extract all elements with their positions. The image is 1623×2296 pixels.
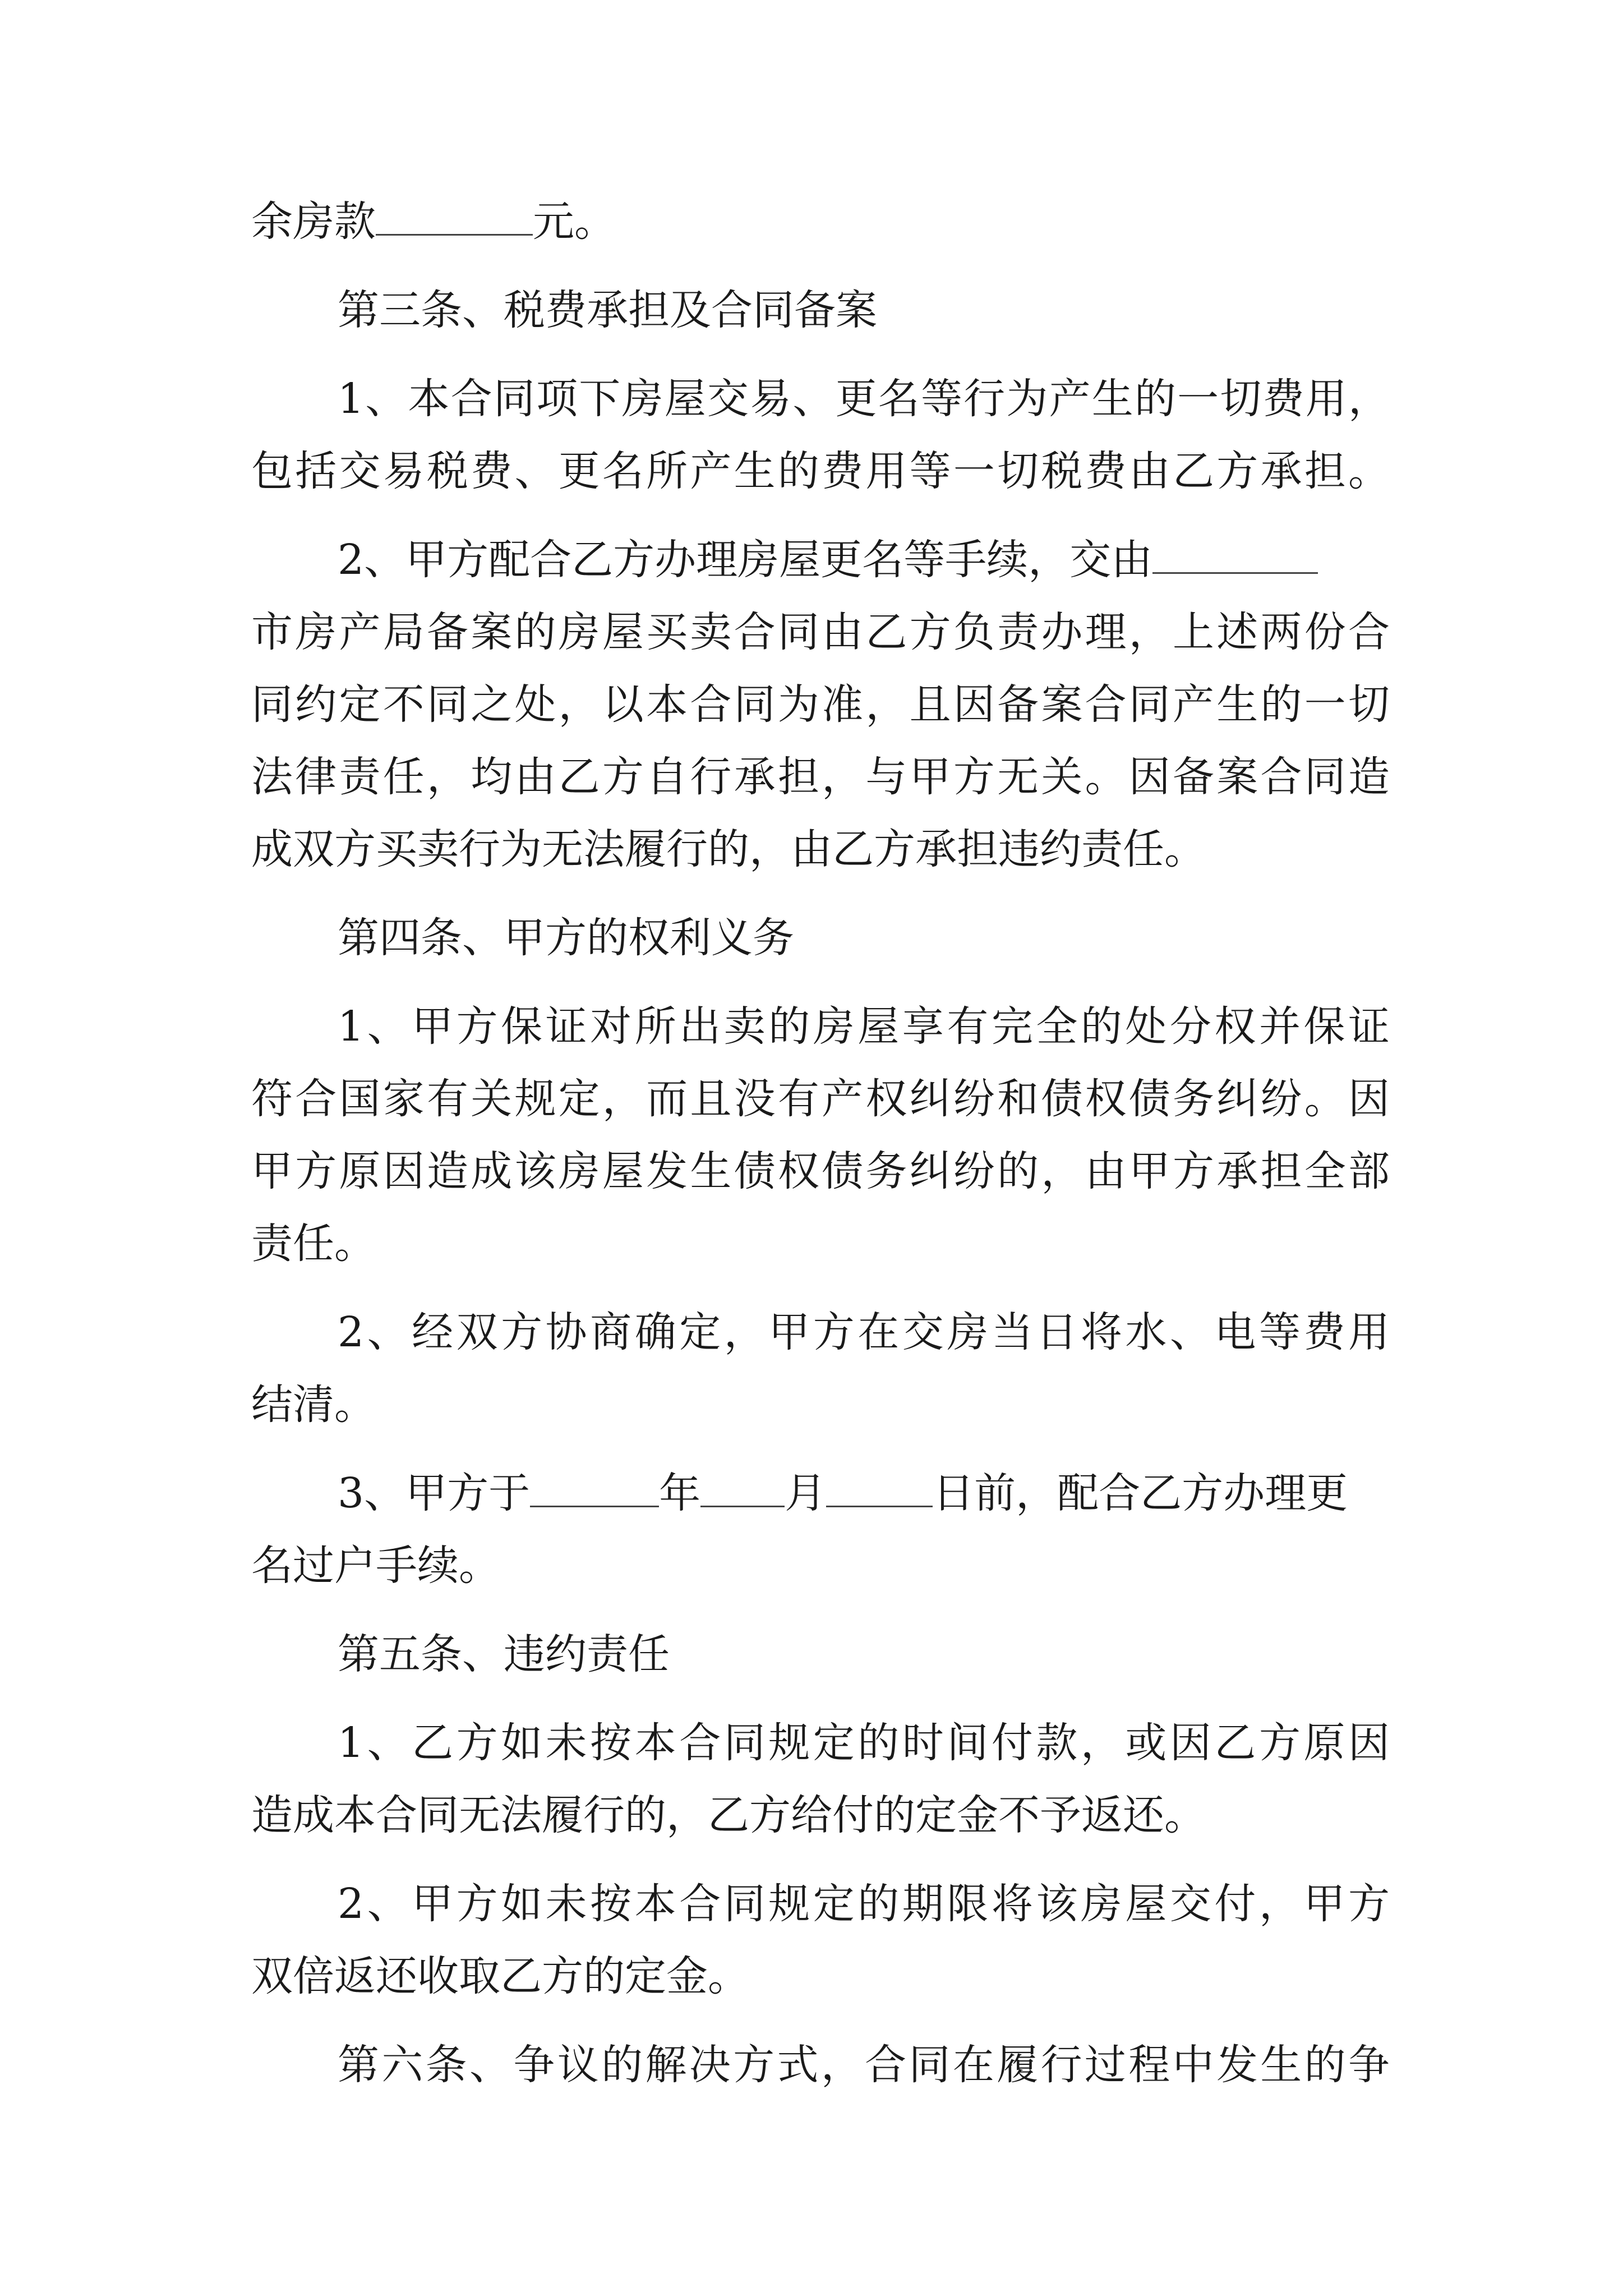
text-line: 1、乙方如未按本合同规定的时间付款，或因乙方原因: [338, 1719, 1390, 1767]
text-segment: 月: [785, 1469, 827, 1517]
article-6-heading: 第六条、争议的解决方式，合同在履行过程中发生的争: [338, 2041, 1390, 2089]
text-line: 1、本合同项下房屋交易、更名等行为产生的一切费用，: [338, 375, 1390, 423]
text-line: 结清。: [251, 1381, 376, 1429]
text-line: 造成本合同无法履行的，乙方给付的定金不予返还。: [251, 1791, 1206, 1839]
blank-field-amount: [376, 200, 533, 236]
blank-field-day: [826, 1472, 933, 1507]
text-segment: 年: [659, 1469, 701, 1517]
article-4-heading: 第四条、甲方的权利义务: [338, 914, 794, 962]
text-line: 责任。: [251, 1220, 376, 1268]
article-3-heading: 第三条、税费承担及合同备案: [338, 286, 877, 334]
text-segment: 余房款: [251, 197, 376, 246]
article-5-heading: 第五条、违约责任: [338, 1630, 670, 1678]
text-line: 符合国家有关规定，而且没有产权纠纷和债权债务纠纷。因: [251, 1075, 1390, 1123]
text-line: 法律责任，均由乙方自行承担，与甲方无关。因备案合同造: [251, 753, 1390, 801]
text-line: 2、经双方协商确定，甲方在交房当日将水、电等费用: [338, 1308, 1390, 1356]
text-segment: 日前，配合乙方办理更: [933, 1469, 1348, 1517]
blank-field-month: [700, 1472, 785, 1507]
text-line: 1、甲方保证对所出卖的房屋享有完全的处分权并保证: [338, 1002, 1390, 1051]
text-line: 双倍返还收取乙方的定金。: [251, 1952, 749, 2000]
text-line: 成双方买卖行为无法履行的，由乙方承担违约责任。: [251, 825, 1206, 873]
text-line: 包括交易税费、更名所产生的费用等一切税费由乙方承担。: [251, 447, 1390, 495]
text-segment: 元。: [533, 197, 616, 246]
blank-field-city: [1152, 539, 1318, 574]
text-line: 名过户手续。: [251, 1542, 500, 1590]
text-line: 2、甲方如未按本合同规定的期限将该房屋交付，甲方: [338, 1880, 1390, 1928]
text-line: 市房产局备案的房屋买卖合同由乙方负责办理，上述两份合: [251, 608, 1390, 656]
text-line-date: [338, 1454, 1348, 1533]
text-segment: 3、甲方于: [338, 1469, 531, 1517]
text-segment: 2、甲方配合乙方办理房屋更名等手续，交由: [338, 536, 1153, 584]
text-line: 同约定不同之处，以本合同为准，且因备案合同产生的一切: [251, 680, 1390, 729]
text-line-remaining-payment: [251, 182, 616, 261]
text-line: 甲方原因造成该房屋发生债权债务纠纷的，由甲方承担全部: [251, 1147, 1390, 1195]
blank-field-year: [530, 1472, 659, 1507]
text-line: [338, 521, 1318, 599]
